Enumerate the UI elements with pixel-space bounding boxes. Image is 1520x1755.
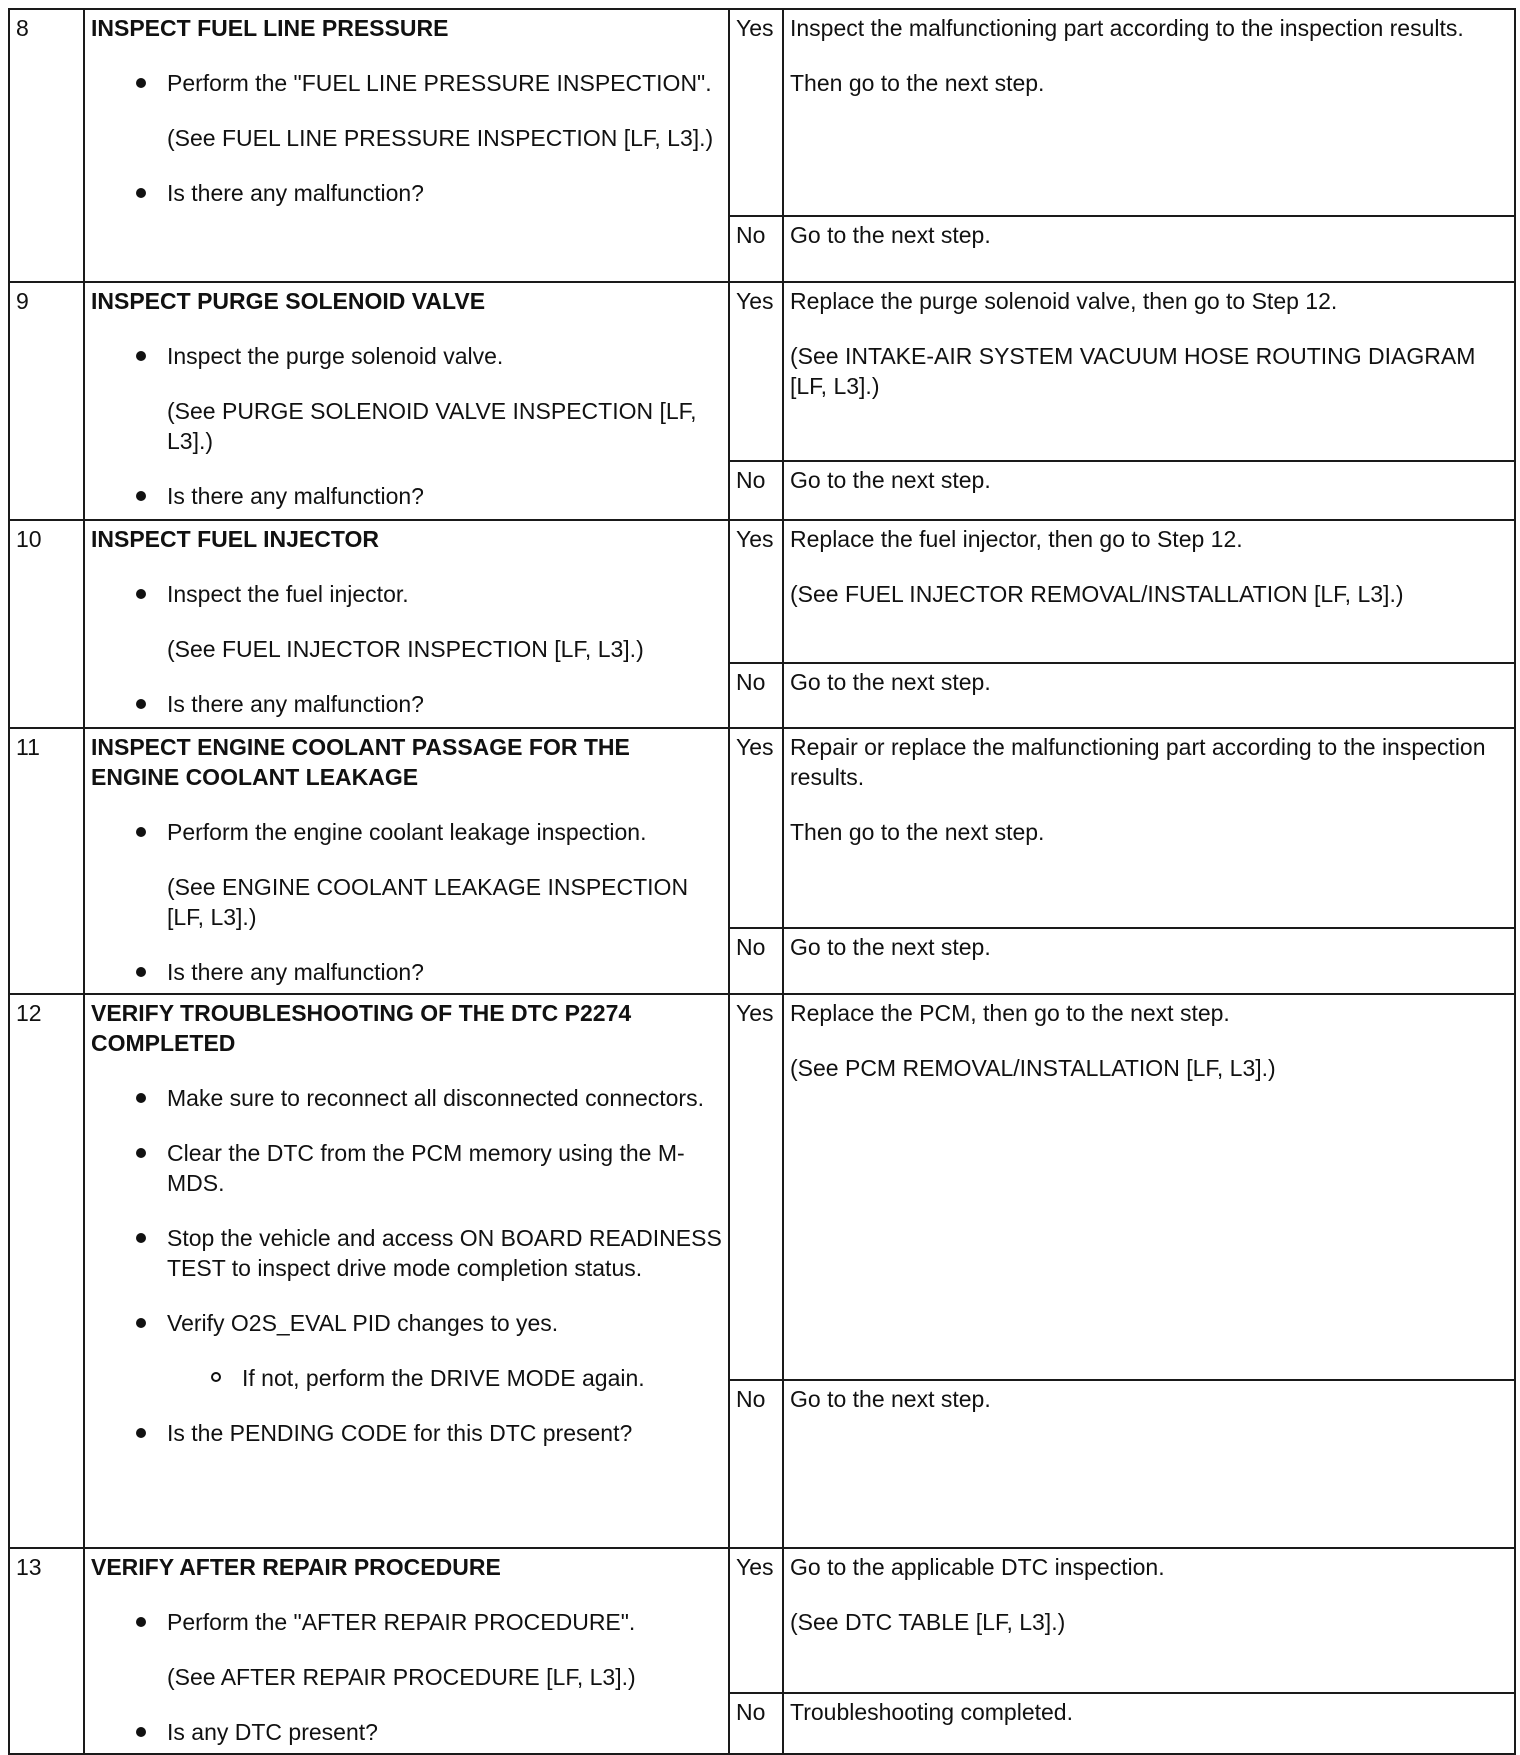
yes-text-2: Then go to the next step. xyxy=(790,819,1045,845)
yes-text-2: (See DTC TABLE [LF, L3].) xyxy=(790,1609,1066,1635)
step-action: Perform the "FUEL LINE PRESSURE INSPECTION". xyxy=(167,70,712,96)
step-procedure xyxy=(84,994,729,1548)
troubleshooting-table xyxy=(8,8,1516,1755)
step-title: VERIFY AFTER REPAIR PROCEDURE xyxy=(91,1554,501,1580)
yes-label: Yes xyxy=(729,994,783,1380)
bullet-item: Is there any malfunction? xyxy=(91,957,722,987)
step-action: Inspect the purge solenoid valve. xyxy=(167,343,504,369)
step-bullets xyxy=(91,817,722,987)
step-number: 8 xyxy=(9,9,84,282)
no-result: Go to the next step. xyxy=(783,663,1515,728)
step-procedure xyxy=(84,728,729,994)
yes-text-2: (See INTAKE-AIR SYSTEM VACUUM HOSE ROUTING DIAGRAM [LF, L3].) xyxy=(790,343,1476,399)
no-label: No xyxy=(729,928,783,994)
step-procedure xyxy=(84,282,729,520)
bullet-item xyxy=(91,817,722,932)
bullet-item: Make sure to reconnect all disconnected connectors. xyxy=(91,1083,722,1113)
step-reference: (See FUEL LINE PRESSURE INSPECTION [LF, L3].) xyxy=(167,125,714,151)
sub-bullet-item: If not, perform the DRIVE MODE again. xyxy=(167,1363,722,1393)
yes-result xyxy=(783,994,1515,1380)
yes-text: Repair or replace the malfunctioning part according to the inspection results. xyxy=(790,734,1486,790)
bullet-item: Clear the DTC from the PCM memory using the M-MDS. xyxy=(91,1138,722,1198)
yes-text: Replace the purge solenoid valve, then go to Step 12. xyxy=(790,288,1338,314)
step-procedure xyxy=(84,1548,729,1754)
step-action: Perform the engine coolant leakage inspection. xyxy=(167,819,647,845)
step-procedure xyxy=(84,9,729,282)
bullet-item: Is there any malfunction? xyxy=(91,689,722,719)
step-row xyxy=(9,520,1515,663)
step-reference: (See FUEL INJECTOR INSPECTION [LF, L3].) xyxy=(167,636,644,662)
step-bullets xyxy=(91,68,722,208)
no-label: No xyxy=(729,1380,783,1548)
step-procedure xyxy=(84,520,729,728)
step-reference: (See PURGE SOLENOID VALVE INSPECTION [LF, L3].) xyxy=(167,398,697,454)
step-number: 9 xyxy=(9,282,84,520)
step-bullets xyxy=(91,579,722,719)
bullet-item xyxy=(91,1308,722,1393)
step-row xyxy=(9,282,1515,461)
step-action: Inspect the fuel injector. xyxy=(167,581,409,607)
yes-label: Yes xyxy=(729,520,783,663)
step-title: INSPECT FUEL LINE PRESSURE xyxy=(91,15,449,41)
yes-text: Inspect the malfunctioning part according to the inspection results. xyxy=(790,15,1464,41)
yes-text: Replace the PCM, then go to the next step. xyxy=(790,1000,1230,1026)
yes-result xyxy=(783,520,1515,663)
step-reference: (See ENGINE COOLANT LEAKAGE INSPECTION [LF, L3].) xyxy=(167,874,689,930)
no-label: No xyxy=(729,663,783,728)
no-result: Go to the next step. xyxy=(783,461,1515,520)
bullet-item: Is there any malfunction? xyxy=(91,481,722,511)
no-result: Go to the next step. xyxy=(783,928,1515,994)
yes-text-2: (See PCM REMOVAL/INSTALLATION [LF, L3].) xyxy=(790,1055,1276,1081)
no-result: Troubleshooting completed. xyxy=(783,1693,1515,1754)
step-title: INSPECT ENGINE COOLANT PASSAGE FOR THE ENGINE COOLANT LEAKAGE xyxy=(91,734,630,790)
step-number: 13 xyxy=(9,1548,84,1754)
yes-text-2: Then go to the next step. xyxy=(790,70,1045,96)
bullet-text: Verify O2S_EVAL PID changes to yes. xyxy=(167,1310,559,1336)
step-reference: (See AFTER REPAIR PROCEDURE [LF, L3].) xyxy=(167,1664,636,1690)
no-result: Go to the next step. xyxy=(783,216,1515,282)
yes-text-2: (See FUEL INJECTOR REMOVAL/INSTALLATION [LF, L3].) xyxy=(790,581,1404,607)
step-title: INSPECT FUEL INJECTOR xyxy=(91,526,379,552)
yes-label: Yes xyxy=(729,728,783,928)
no-label: No xyxy=(729,1693,783,1754)
sub-bullets xyxy=(167,1363,722,1393)
step-title: VERIFY TROUBLESHOOTING OF THE DTC P2274 COMPLETED xyxy=(91,1000,632,1056)
yes-label: Yes xyxy=(729,9,783,216)
step-number: 11 xyxy=(9,728,84,994)
yes-text: Replace the fuel injector, then go to Step 12. xyxy=(790,526,1243,552)
step-row xyxy=(9,728,1515,928)
step-row xyxy=(9,994,1515,1380)
bullet-item: Is there any malfunction? xyxy=(91,178,722,208)
bullet-item xyxy=(91,68,722,153)
bullet-item xyxy=(91,341,722,456)
bullet-item xyxy=(91,579,722,664)
yes-result xyxy=(783,1548,1515,1693)
yes-text: Go to the applicable DTC inspection. xyxy=(790,1554,1165,1580)
step-number: 12 xyxy=(9,994,84,1548)
step-number: 10 xyxy=(9,520,84,728)
yes-label: Yes xyxy=(729,1548,783,1693)
step-row xyxy=(9,9,1515,216)
bullet-item: Stop the vehicle and access ON BOARD READINESS TEST to inspect drive mode completion status. xyxy=(91,1223,722,1283)
step-action: Perform the "AFTER REPAIR PROCEDURE". xyxy=(167,1609,636,1635)
bullet-item: Is the PENDING CODE for this DTC present? xyxy=(91,1418,722,1448)
step-bullets xyxy=(91,341,722,511)
no-label: No xyxy=(729,216,783,282)
yes-result xyxy=(783,728,1515,928)
yes-result xyxy=(783,9,1515,216)
no-label: No xyxy=(729,461,783,520)
yes-result xyxy=(783,282,1515,461)
step-title: INSPECT PURGE SOLENOID VALVE xyxy=(91,288,486,314)
step-row xyxy=(9,1548,1515,1693)
bullet-item xyxy=(91,1607,722,1692)
bullet-item: Is any DTC present? xyxy=(91,1717,722,1747)
no-result: Go to the next step. xyxy=(783,1380,1515,1548)
step-bullets xyxy=(91,1083,722,1448)
step-bullets xyxy=(91,1607,722,1747)
yes-label: Yes xyxy=(729,282,783,461)
